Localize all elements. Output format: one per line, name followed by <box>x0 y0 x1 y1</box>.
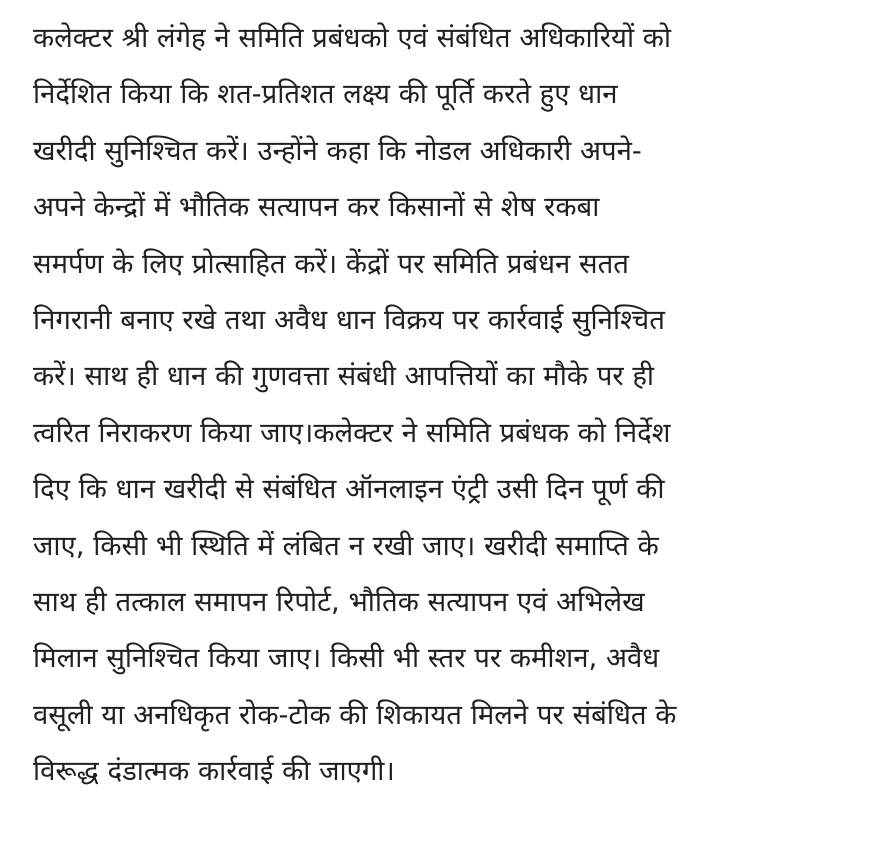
text-line-13: वसूली या अनधिकृत रोक-टोक की शिकायत मिलने पर संबंधित के <box>33 698 677 731</box>
text-line-14: विरूद्ध दंडात्मक कार्रवाई की जाएगी। <box>33 755 395 788</box>
text-line-12: मिलान सुनिश्चित किया जाए। किसी भी स्तर पर कमीशन, अवैध <box>33 642 660 675</box>
article-body <box>33 10 853 799</box>
text-line-11: साथ ही तत्काल समापन रिपोर्ट, भौतिक सत्यापन एवं अभिलेख <box>33 585 645 618</box>
text-line-8: त्वरित निराकरण किया जाए।कलेक्टर ने समिति प्रबंधक को निर्देश <box>33 416 671 449</box>
text-line-6: निगरानी बनाए रखे तथा अवैध धान विक्रय पर कार्रवाई सुनिश्चित <box>33 303 665 336</box>
text-line-10: जाए, किसी भी स्थिति में लंबित न रखी जाए। खरीदी समाप्ति के <box>33 529 659 562</box>
text-line-2: निर्देशित किया कि शत-प्रतिशत लक्ष्य की पूर्ति करते हुए धान <box>33 78 618 111</box>
text-line-9: दिए कि धान खरीदी से संबंधित ऑनलाइन एंट्री उसी दिन पूर्ण की <box>33 473 665 506</box>
text-line-3: खरीदी सुनिश्चित करें। उन्होंने कहा कि नोडल अधिकारी अपने- <box>33 134 642 167</box>
text-line-1: कलेक्टर श्री लंगेह ने समिति प्रबंधको एवं संबंधित अधिकारियों को <box>33 22 672 54</box>
text-line-5: समर्पण के लिए प्रोत्साहित करें। केंद्रों पर समिति प्रबंधन सतत <box>33 247 629 280</box>
text-line-7: करें। साथ ही धान की गुणवत्ता संबंधी आपत्तियों का मौके पर ही <box>33 360 655 393</box>
text-line-4: अपने केन्द्रों में भौतिक सत्यापन कर किसानों से शेष रकबा <box>33 191 600 224</box>
